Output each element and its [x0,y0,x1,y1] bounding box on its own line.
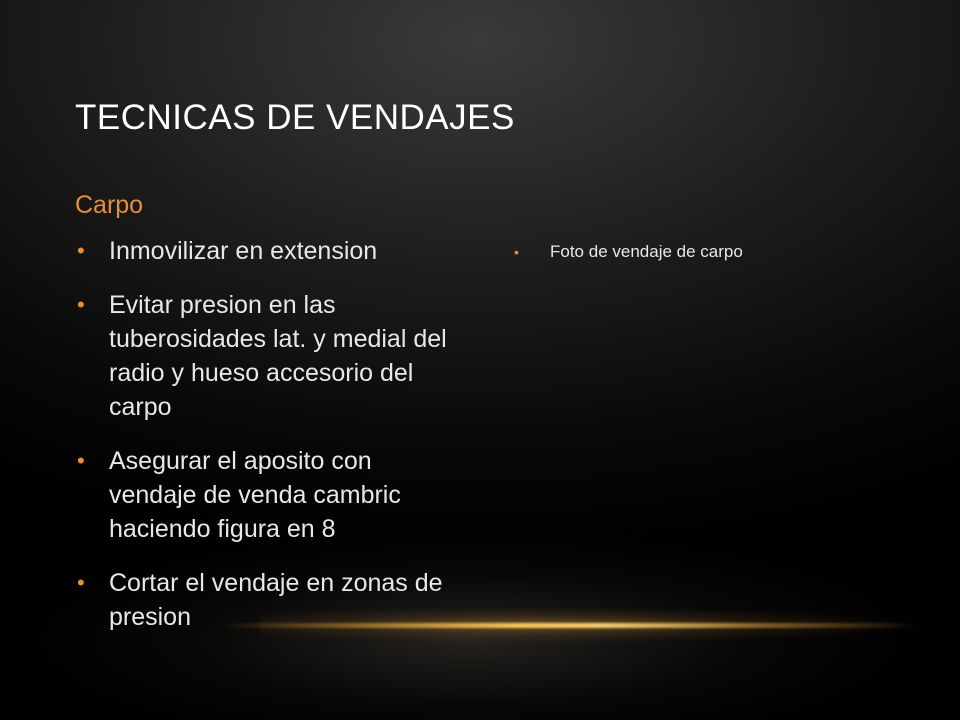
slide-title: TECNICAS DE VENDAJES [75,98,515,137]
bullet-dot-icon: • [77,448,85,473]
left-content-column [75,190,465,654]
list-item-text: Inmovilizar en extension [109,237,378,265]
left-bullet-list [75,234,465,634]
list-item-text: Cortar el vendaje en zonas de presion [109,569,443,631]
list-item-text: Evitar presion en las tuberosidades lat. y medial del radio y hueso accesorio del carpo [109,291,447,421]
right-content-column [512,240,912,264]
list-item-text: Foto de vendaje de carpo [550,242,743,261]
subheading: Carpo [75,191,144,219]
right-bullet-list [512,240,912,264]
list-item [512,240,912,264]
list-item [75,234,465,268]
bullet-dot-icon: • [514,244,519,260]
bullet-dot-icon: • [77,238,85,263]
list-item [75,444,465,546]
bullet-dot-icon: • [77,570,85,595]
list-item [75,288,465,424]
bullet-dot-icon: • [77,292,85,317]
list-item [75,566,465,634]
list-item-text: Asegurar el aposito con vendaje de venda cambric haciendo figura en 8 [109,447,401,543]
